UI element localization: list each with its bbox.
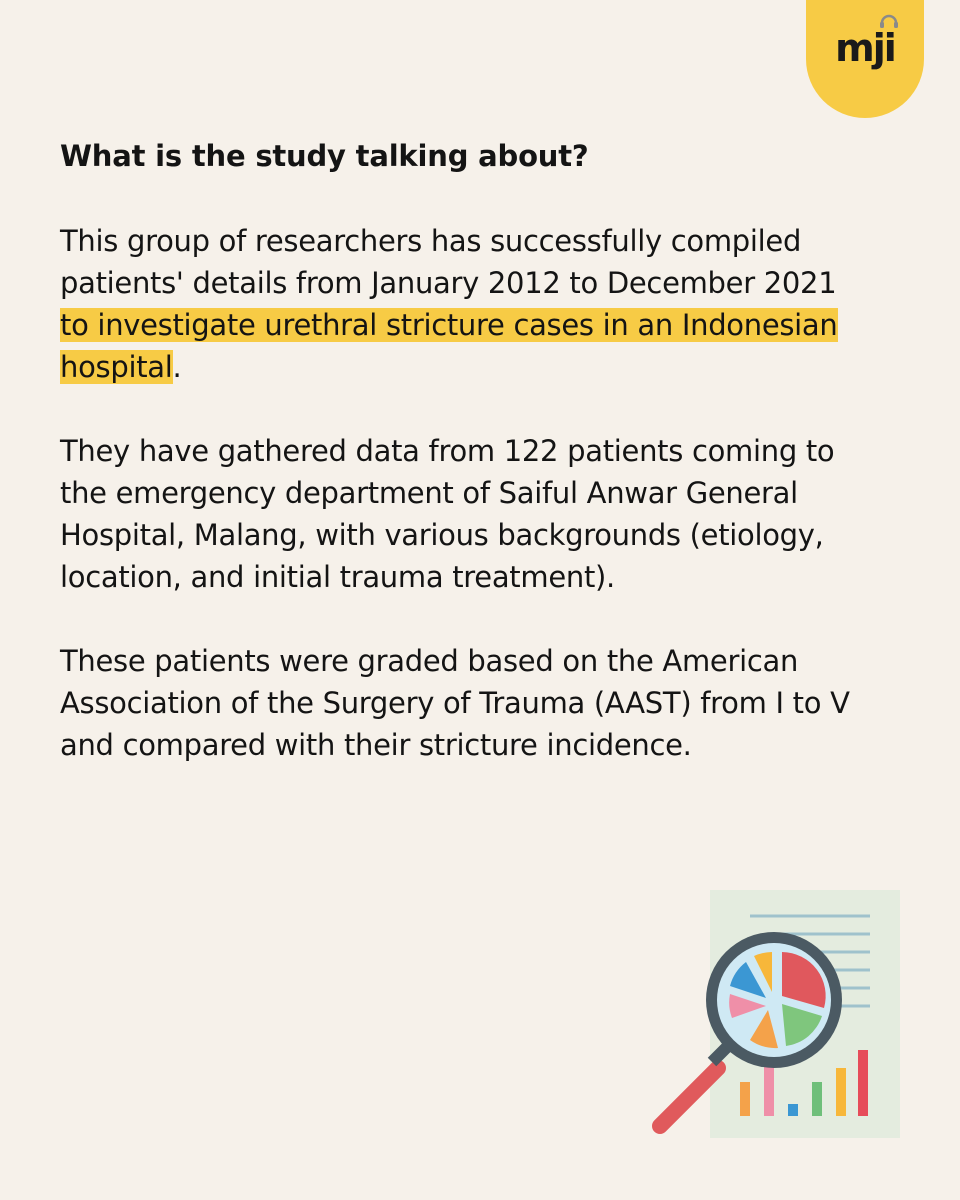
data-analysis-magnifier-icon <box>648 888 904 1140</box>
paragraph-study-scope <box>60 220 860 388</box>
brand-logo-text: mji <box>835 26 895 70</box>
paragraph-grading: These patients were graded based on the American Association of the Surgery of Trauma (AAST) from I to V and compared with their stricture incidence. <box>60 644 850 762</box>
article-body <box>60 134 860 766</box>
paragraph-text-end: . <box>172 350 182 384</box>
paragraph-text: This group of researchers has successfully compiled patients' details from January 2012 to December 2021 <box>60 224 837 300</box>
paragraph-data-collection: They have gathered data from 122 patients coming to the emergency department of Saiful Anwar General Hospital, Malang, with various backgrounds (etiology, location, and initial trauma treatment). <box>60 434 835 594</box>
page-title: What is the study talking about? <box>60 139 589 173</box>
highlighted-text: to investigate urethral stricture cases in an Indonesian hospital <box>60 308 838 384</box>
brand-logo-badge <box>806 0 924 118</box>
